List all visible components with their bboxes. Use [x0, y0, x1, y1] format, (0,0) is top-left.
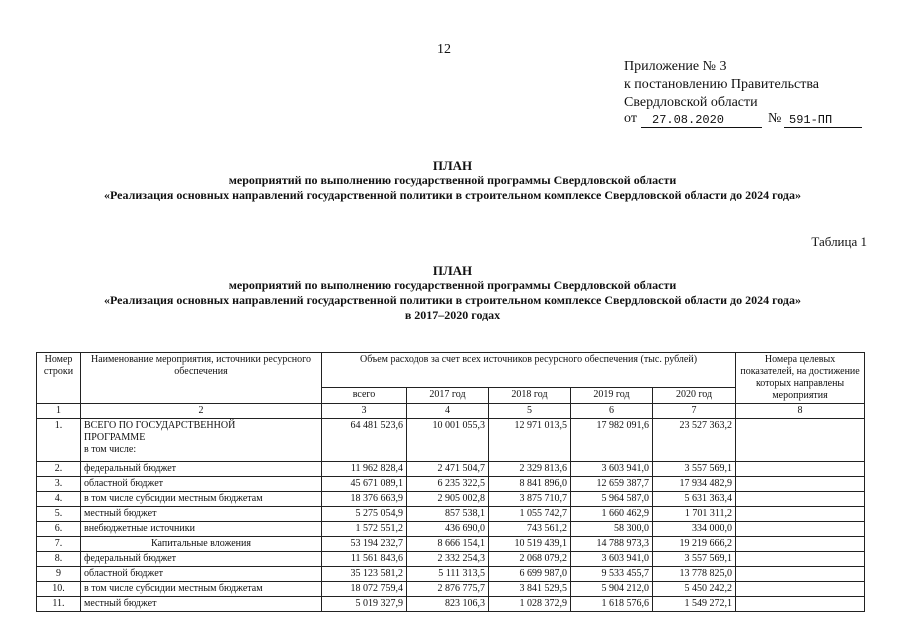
- cell-2019: 9 533 455,7: [571, 567, 653, 582]
- row-name: областной бюджет: [81, 567, 322, 582]
- table-row: [37, 597, 865, 612]
- cell-2017: 5 111 313,5: [407, 567, 489, 582]
- row-number: 9: [37, 567, 81, 582]
- index-cell: 5: [489, 404, 571, 419]
- cell-2017: 857 538,1: [407, 507, 489, 522]
- cell-total: 11 962 828,4: [322, 462, 407, 477]
- header-2017: 2017 год: [407, 388, 489, 404]
- cell-2019: 1 618 576,6: [571, 597, 653, 612]
- cell-targets: [736, 477, 865, 492]
- plan-subtitle-main-2: «Реализация основных направлений государственной политики в строительном комплексе Свердловской области до 2024 года»: [104, 293, 801, 307]
- cell-2018: 8 841 896,0: [489, 477, 571, 492]
- table-row: [37, 492, 865, 507]
- cell-2020: 1 549 272,1: [653, 597, 736, 612]
- plan-title-top: [0, 158, 905, 203]
- row-number: 2.: [37, 462, 81, 477]
- row-number: 3.: [37, 477, 81, 492]
- decree-number-label: №: [768, 111, 782, 126]
- cell-total: 5 019 327,9: [322, 597, 407, 612]
- table-row: [37, 522, 865, 537]
- cell-targets: [736, 597, 865, 612]
- cell-2019: 17 982 091,6: [571, 419, 653, 462]
- row-number: 6.: [37, 522, 81, 537]
- page-number: 12: [437, 42, 451, 57]
- number-underline: [784, 127, 862, 128]
- table-row: [37, 419, 865, 462]
- plan-table: [36, 352, 865, 612]
- header-row-number: Номер строки: [37, 353, 81, 404]
- cell-total: 45 671 089,1: [322, 477, 407, 492]
- decree-number: 591-ПП: [789, 113, 833, 127]
- table-row: [37, 462, 865, 477]
- plan-subtitle-main-1: мероприятий по выполнению государственной программы Свердловской области: [228, 278, 677, 292]
- cell-2017: 2 471 504,7: [407, 462, 489, 477]
- index-row: [37, 404, 865, 419]
- appendix-line-3: Свердловской области: [624, 95, 758, 110]
- cell-targets: [736, 537, 865, 552]
- cell-total: 35 123 581,2: [322, 567, 407, 582]
- cell-2019: 14 788 973,3: [571, 537, 653, 552]
- index-cell: 4: [407, 404, 489, 419]
- cell-2017: 8 666 154,1: [407, 537, 489, 552]
- cell-targets: [736, 567, 865, 582]
- row-number: 1.: [37, 419, 81, 462]
- appendix-block: [624, 58, 819, 112]
- row-name: местный бюджет: [81, 597, 322, 612]
- cell-2018: 3 875 710,7: [489, 492, 571, 507]
- row-name-sub: в том числе:: [84, 444, 137, 455]
- table-row: [37, 567, 865, 582]
- row-name: в том числе субсидии местным бюджетам: [81, 492, 322, 507]
- cell-2017: 10 001 055,3: [407, 419, 489, 462]
- cell-2018: 3 841 529,5: [489, 582, 571, 597]
- plan-subtitle-top-2: «Реализация основных направлений государственной политики в строительном комплексе Свердловской области до 2024 года»: [104, 188, 801, 202]
- row-name: федеральный бюджет: [81, 552, 322, 567]
- row-name-main: ВСЕГО ПО ГОСУДАРСТВЕННОЙ ПРОГРАММЕ: [84, 420, 236, 443]
- plan-heading-main: ПЛАН: [432, 263, 473, 278]
- row-name: местный бюджет: [81, 507, 322, 522]
- cell-targets: [736, 462, 865, 477]
- cell-2018: 10 519 439,1: [489, 537, 571, 552]
- plan-heading-top: ПЛАН: [432, 158, 473, 173]
- cell-2020: 334 000,0: [653, 522, 736, 537]
- cell-total: 1 572 551,2: [322, 522, 407, 537]
- index-cell: 3: [322, 404, 407, 419]
- cell-targets: [736, 582, 865, 597]
- row-number: 8.: [37, 552, 81, 567]
- cell-2019: 58 300,0: [571, 522, 653, 537]
- table-row: [37, 582, 865, 597]
- cell-targets: [736, 419, 865, 462]
- cell-2019: 3 603 941,0: [571, 462, 653, 477]
- cell-targets: [736, 522, 865, 537]
- plan-subtitle-main-3: в 2017–2020 годах: [404, 308, 501, 322]
- row-name: в том числе субсидии местным бюджетам: [81, 582, 322, 597]
- index-cell: 1: [37, 404, 81, 419]
- row-number: 5.: [37, 507, 81, 522]
- row-number: 10.: [37, 582, 81, 597]
- cell-2018: 6 699 987,0: [489, 567, 571, 582]
- cell-targets: [736, 552, 865, 567]
- cell-2019: 5 964 587,0: [571, 492, 653, 507]
- cell-2018: 743 561,2: [489, 522, 571, 537]
- index-cell: 2: [81, 404, 322, 419]
- header-total: всего: [322, 388, 407, 404]
- index-cell: 6: [571, 404, 653, 419]
- row-name: [81, 419, 322, 462]
- row-name: внебюджетные источники: [81, 522, 322, 537]
- header-volume: Объем расходов за счет всех источников ресурсного обеспечения (тыс. рублей): [322, 353, 736, 388]
- cell-total: 64 481 523,6: [322, 419, 407, 462]
- cell-2019: 5 904 212,0: [571, 582, 653, 597]
- cell-2017: 2 332 254,3: [407, 552, 489, 567]
- row-name: областной бюджет: [81, 477, 322, 492]
- table-row: [37, 507, 865, 522]
- row-number: 7.: [37, 537, 81, 552]
- cell-2017: 6 235 322,5: [407, 477, 489, 492]
- table-row: [37, 477, 865, 492]
- cell-2017: 2 905 002,8: [407, 492, 489, 507]
- table-label: Таблица 1: [811, 234, 867, 249]
- cell-2017: 2 876 775,7: [407, 582, 489, 597]
- plan-subtitle-top-1: мероприятий по выполнению государственной программы Свердловской области: [228, 173, 677, 187]
- cell-total: 5 275 054,9: [322, 507, 407, 522]
- cell-2020: 19 219 666,2: [653, 537, 736, 552]
- cell-2018: 1 055 742,7: [489, 507, 571, 522]
- cell-2020: 3 557 569,1: [653, 462, 736, 477]
- cell-2020: 17 934 482,9: [653, 477, 736, 492]
- cell-2020: 13 778 825,0: [653, 567, 736, 582]
- cell-2019: 1 660 462,9: [571, 507, 653, 522]
- table-row: [37, 537, 865, 552]
- cell-2018: 1 028 372,9: [489, 597, 571, 612]
- date-underline: [641, 127, 762, 128]
- cell-2020: 23 527 363,2: [653, 419, 736, 462]
- table-row: [37, 552, 865, 567]
- header-targets: Номера целевых показателей, на достижение которых направлены мероприятия: [736, 353, 865, 404]
- cell-total: 18 072 759,4: [322, 582, 407, 597]
- index-cell: 8: [736, 404, 865, 419]
- appendix-line-2: к постановлению Правительства: [624, 77, 820, 92]
- cell-2020: 5 631 363,4: [653, 492, 736, 507]
- row-name: Капитальные вложения: [81, 537, 322, 552]
- header-2020: 2020 год: [653, 388, 736, 404]
- cell-2020: 1 701 311,2: [653, 507, 736, 522]
- cell-targets: [736, 507, 865, 522]
- row-number: 4.: [37, 492, 81, 507]
- cell-total: 18 376 663,9: [322, 492, 407, 507]
- date-from-label: от: [624, 111, 637, 126]
- row-name: федеральный бюджет: [81, 462, 322, 477]
- header-name: Наименование мероприятия, источники ресурсного обеспечения: [81, 353, 322, 404]
- cell-2019: 12 659 387,7: [571, 477, 653, 492]
- cell-2020: 5 450 242,2: [653, 582, 736, 597]
- cell-2018: 2 329 813,6: [489, 462, 571, 477]
- cell-targets: [736, 492, 865, 507]
- plan-title-main: [0, 263, 905, 323]
- cell-2017: 823 106,3: [407, 597, 489, 612]
- header-2019: 2019 год: [571, 388, 653, 404]
- cell-total: 11 561 843,6: [322, 552, 407, 567]
- cell-2017: 436 690,0: [407, 522, 489, 537]
- cell-2020: 3 557 569,1: [653, 552, 736, 567]
- row-number: 11.: [37, 597, 81, 612]
- cell-2018: 12 971 013,5: [489, 419, 571, 462]
- cell-2019: 3 603 941,0: [571, 552, 653, 567]
- index-cell: 7: [653, 404, 736, 419]
- decree-date: 27.08.2020: [652, 113, 725, 127]
- appendix-line-1: Приложение № 3: [624, 59, 727, 74]
- cell-total: 53 194 232,7: [322, 537, 407, 552]
- cell-2018: 2 068 079,2: [489, 552, 571, 567]
- header-2018: 2018 год: [489, 388, 571, 404]
